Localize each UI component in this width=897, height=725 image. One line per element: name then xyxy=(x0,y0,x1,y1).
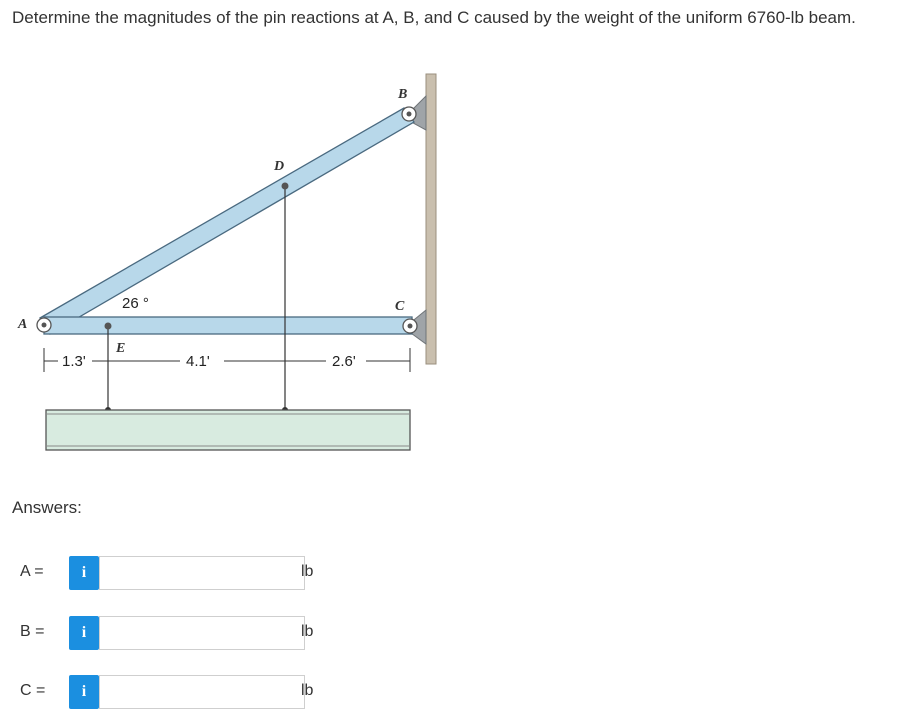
answer-label-b: B = xyxy=(20,623,45,640)
unit-label-a: lb xyxy=(301,563,314,580)
diagonal-member xyxy=(40,108,414,334)
answer-row-b xyxy=(0,614,400,652)
dimension-1: 1.3' xyxy=(62,353,86,370)
angle-label: 26 ° xyxy=(122,295,149,312)
info-icon[interactable]: i xyxy=(69,675,99,709)
answers-heading: Answers: xyxy=(12,498,82,517)
label-b: B xyxy=(398,87,408,102)
problem-statement: Determine the magnitudes of the pin reactions at A, B, and C caused by the weight of the uniform 6760-lb beam. xyxy=(12,8,856,27)
answer-row-c xyxy=(0,673,400,711)
label-c: C xyxy=(395,299,405,314)
joint-d xyxy=(282,183,289,190)
answer-input-b[interactable] xyxy=(99,616,305,650)
dimension-2: 4.1' xyxy=(186,353,210,370)
unit-label-c: lb xyxy=(301,682,314,699)
info-icon[interactable]: i xyxy=(69,616,99,650)
horizontal-member xyxy=(44,317,412,334)
label-e: E xyxy=(116,341,126,356)
info-icon[interactable]: i xyxy=(69,556,99,590)
answer-label-a: A = xyxy=(20,563,44,580)
answer-label-c: C = xyxy=(20,682,46,699)
answer-input-a[interactable] xyxy=(99,556,305,590)
truss-figure xyxy=(0,0,470,470)
joint-e xyxy=(105,323,112,330)
answer-row-a xyxy=(0,554,400,592)
label-a: A xyxy=(18,317,28,332)
answer-input-c[interactable] xyxy=(99,675,305,709)
label-d: D xyxy=(274,159,285,174)
beam xyxy=(46,410,410,450)
unit-label-b: lb xyxy=(301,623,314,640)
dimension-3: 2.6' xyxy=(332,353,356,370)
wall xyxy=(426,74,436,364)
